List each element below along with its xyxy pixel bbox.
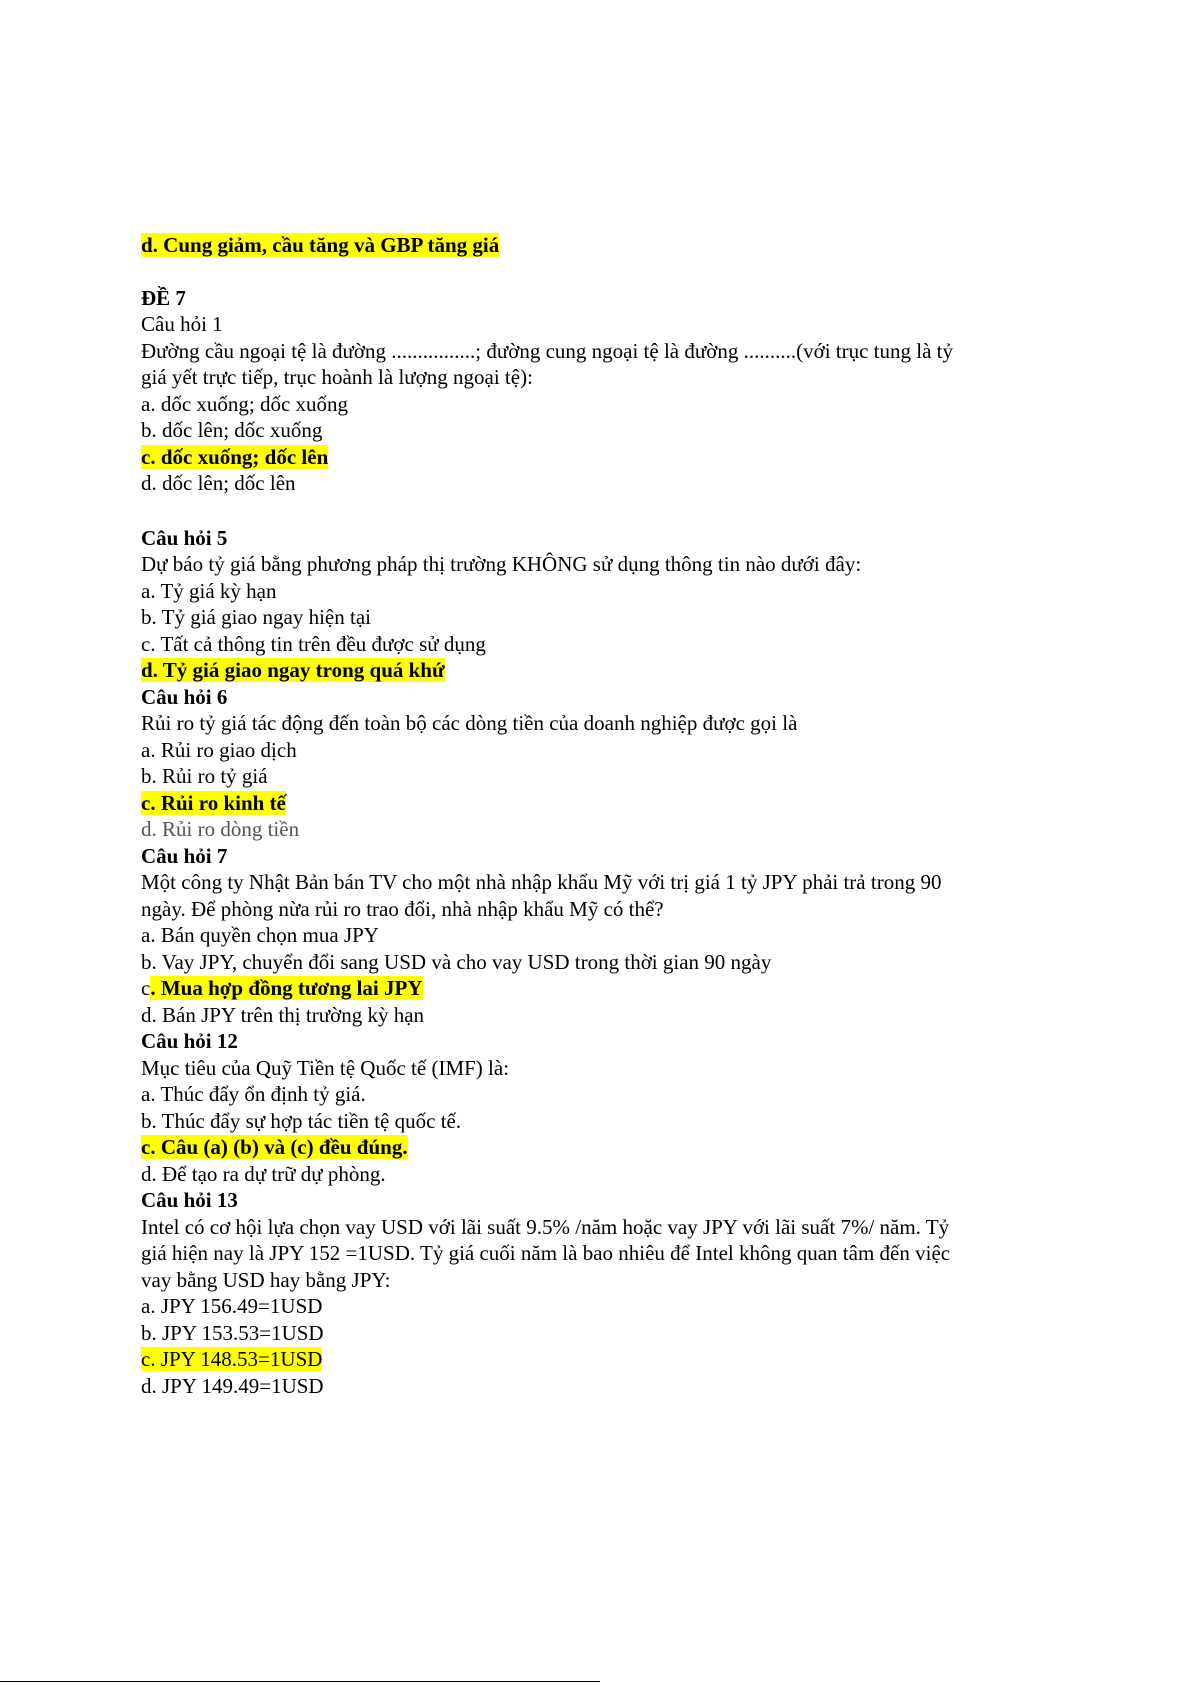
option-d: d. JPY 149.49=1USD [141, 1373, 324, 1398]
option-b: b. Vay JPY, chuyển đổi sang USD và cho vay USD trong thời gian 90 ngày [141, 949, 772, 974]
previous-answer: d. Cung giảm, cầu tăng và GBP tăng giá [141, 233, 500, 257]
option-c-answer: c. JPY 148.53=1USD [141, 1347, 323, 1371]
question-title: Câu hỏi 5 [141, 525, 228, 550]
option-d: d. Để tạo ra dự trữ dự phòng. [141, 1161, 386, 1186]
option-d: d. Rủi ro dòng tiền [141, 817, 300, 841]
option-d: d. Bán JPY trên thị trường kỳ hạn [141, 1002, 425, 1027]
option-a: a. Tỷ giá kỳ hạn [141, 578, 277, 603]
question-title: Câu hỏi 12 [141, 1029, 238, 1053]
section-title: ĐỀ 7 [141, 285, 186, 310]
option-c-answer [141, 975, 1061, 1002]
question-text: giá yết trực tiếp, trục hoành là lượng ngoại tệ): [141, 365, 533, 389]
question-5 [141, 525, 1061, 684]
footer-divider [0, 1681, 600, 1682]
option-c-letter: c [141, 976, 151, 1000]
question-title: Câu hỏi 7 [141, 843, 228, 868]
option-c-text: . Mua hợp đồng tương lai JPY [150, 976, 423, 1000]
question-text: vay bằng USD hay bằng JPY: [141, 1267, 391, 1292]
question-text: Mục tiêu của Quỹ Tiền tệ Quốc tế (IMF) là: [141, 1055, 510, 1080]
option-a: a. Thúc đẩy ổn định tỷ giá. [141, 1082, 366, 1106]
spacer [141, 497, 1061, 525]
option-d-answer: d. Tỷ giá giao ngay trong quá khứ [141, 658, 445, 682]
question-title: Câu hỏi 13 [141, 1188, 238, 1212]
question-text: Intel có cơ hội lựa chọn vay USD với lãi suất 9.5% /năm hoặc vay JPY với lãi suất 7%/ năm. Tỷ [141, 1214, 950, 1239]
question-text: giá hiện nay là JPY 152 =1USD. Tỷ giá cuối năm là bao nhiêu để Intel không quan tâm đến việc [141, 1241, 951, 1265]
option-a: a. Bán quyền chọn mua JPY [141, 923, 379, 947]
question-1 [141, 311, 1061, 497]
question-13 [141, 1187, 1061, 1399]
option-b: b. Thúc đẩy sự hợp tác tiền tệ quốc tế. [141, 1108, 462, 1133]
option-c-answer: c. dốc xuống; dốc lên [141, 444, 329, 469]
spacer [141, 259, 1061, 285]
question-text: Dự báo tỷ giá bằng phương pháp thị trường KHÔNG sử dụng thông tin nào dưới đây: [141, 552, 862, 576]
question-6 [141, 684, 1061, 843]
option-a: a. dốc xuống; dốc xuống [141, 391, 349, 416]
option-b: b. JPY 153.53=1USD [141, 1320, 324, 1345]
option-b: b. Tỷ giá giao ngay hiện tại [141, 605, 371, 629]
document-page [141, 232, 1061, 1399]
option-a: a. JPY 156.49=1USD [141, 1294, 323, 1318]
option-c-answer: c. Rủi ro kinh tế [141, 790, 286, 815]
option-c-answer: c. Câu (a) (b) và (c) đều đúng. [141, 1135, 408, 1159]
question-text: ngày. Để phòng nừa rủi ro trao đổi, nhà nhập khẩu Mỹ có thể? [141, 896, 664, 921]
question-12 [141, 1028, 1061, 1187]
option-a: a. Rủi ro giao dịch [141, 737, 297, 762]
option-b: b. Rủi ro tỷ giá [141, 764, 268, 788]
question-title: Câu hỏi 1 [141, 312, 223, 336]
question-text: Một công ty Nhật Bản bán TV cho một nhà nhập khẩu Mỹ với trị giá 1 tỷ JPY phải trả trong 90 [141, 870, 942, 894]
question-7 [141, 843, 1061, 1029]
question-text: Rủi ro tỷ giá tác động đến toàn bộ các dòng tiền của doanh nghiệp được gọi là [141, 711, 798, 735]
option-b: b. dốc lên; dốc xuống [141, 418, 323, 442]
question-title: Câu hỏi 6 [141, 684, 228, 709]
question-text: Đường cầu ngoại tệ là đường ................; đường cung ngoại tệ là đường ..........(với trục tung là tỷ [141, 338, 953, 363]
option-d: d. dốc lên; dốc lên [141, 471, 296, 495]
option-c: c. Tất cả thông tin trên đều được sử dụng [141, 631, 486, 656]
